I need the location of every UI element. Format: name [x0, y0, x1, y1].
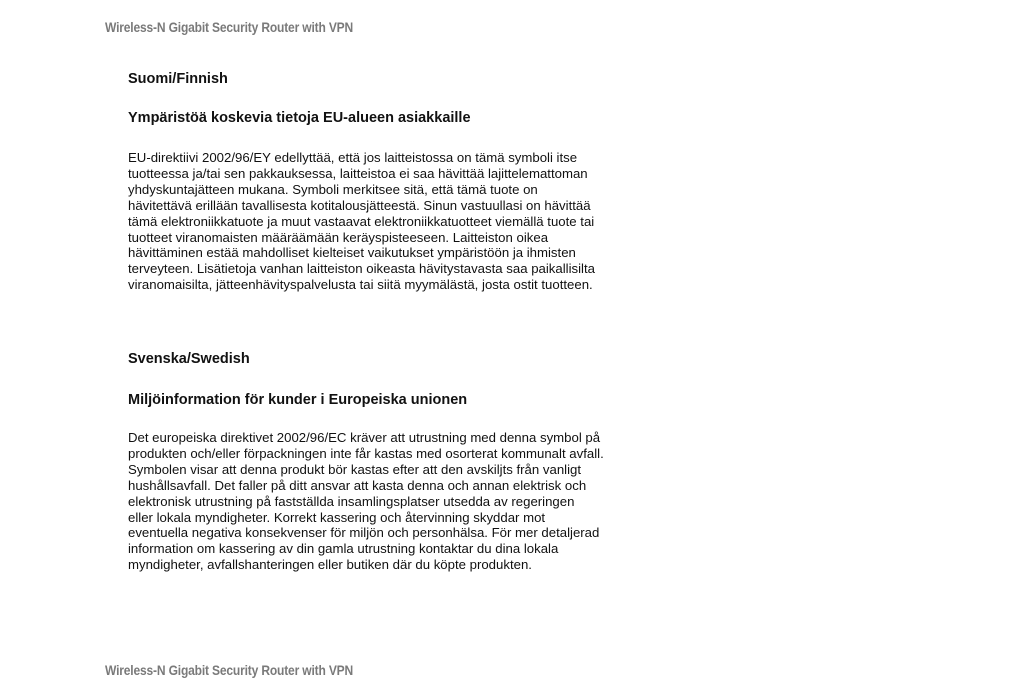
section-body-swedish: Det europeiska direktivet 2002/96/EC kräver att utrustning med denna symbol på produkten och/eller förpackningen inte får kastas med osorterat kommunalt avfall. Symbolen visar att denna produkt bör kastas efter att den avskiljts från vanligt hushållsavfall. Det faller på ditt ansvar att kasta denna och annan elektrisk och elektronisk utrustning på fastställda insamlingsplatser utsedda av regeringen eller lokala myndigheter. Korrekt kassering och återvinning skyddar mot eventuella negativa konsekvenser för miljön och personhälsa. För mer detaljerad information om kassering av din gamla utrustning kontaktar du dina lokala myndigheter, avfallshanteringen eller butiken där du köpte produkten.	[128, 430, 604, 573]
running-header: Wireless-N Gigabit Security Router with VPN	[105, 19, 354, 35]
section-title-finnish: Ympäristöä koskevia tietoja EU-alueen asiakkaille	[128, 110, 471, 126]
section-title-swedish: Miljöinformation för kunder i Europeiska unionen	[128, 392, 468, 408]
section-body-finnish: EU-direktiivi 2002/96/EY edellyttää, että jos laitteistossa on tämä symboli itse tuotteessa ja/tai sen pakkauksessa, laitteistoa ei saa hävittää lajittelemattoman yhdyskuntajätteen mukana. Symboli merkitsee sitä, että tämä tuote on hävitettävä erillään tavallisesta kotitalousjätteestä. Sinun vastuullasi on hävittää tämä elektroniikkatuote ja muut vastaavat elektroniikkatuotteet viemällä tuote tai tuotteet viranomaisten määräämään keräyspisteeseen. Laitteiston oikea hävittäminen estää mahdolliset kielteiset vaikutukset ympäristöön ja ihmisten terveyteen. Lisätietoja vanhan laitteiston oikeasta hävitystavasta saa paikallisilta viranomaisilta, jätteenhävityspalvelusta tai siitä myymälästä, josta ostit tuotteen.	[128, 150, 595, 293]
running-footer: Wireless-N Gigabit Security Router with VPN	[105, 662, 354, 678]
language-heading-swedish: Svenska/Swedish	[128, 351, 250, 367]
language-heading-finnish: Suomi/Finnish	[128, 71, 228, 87]
